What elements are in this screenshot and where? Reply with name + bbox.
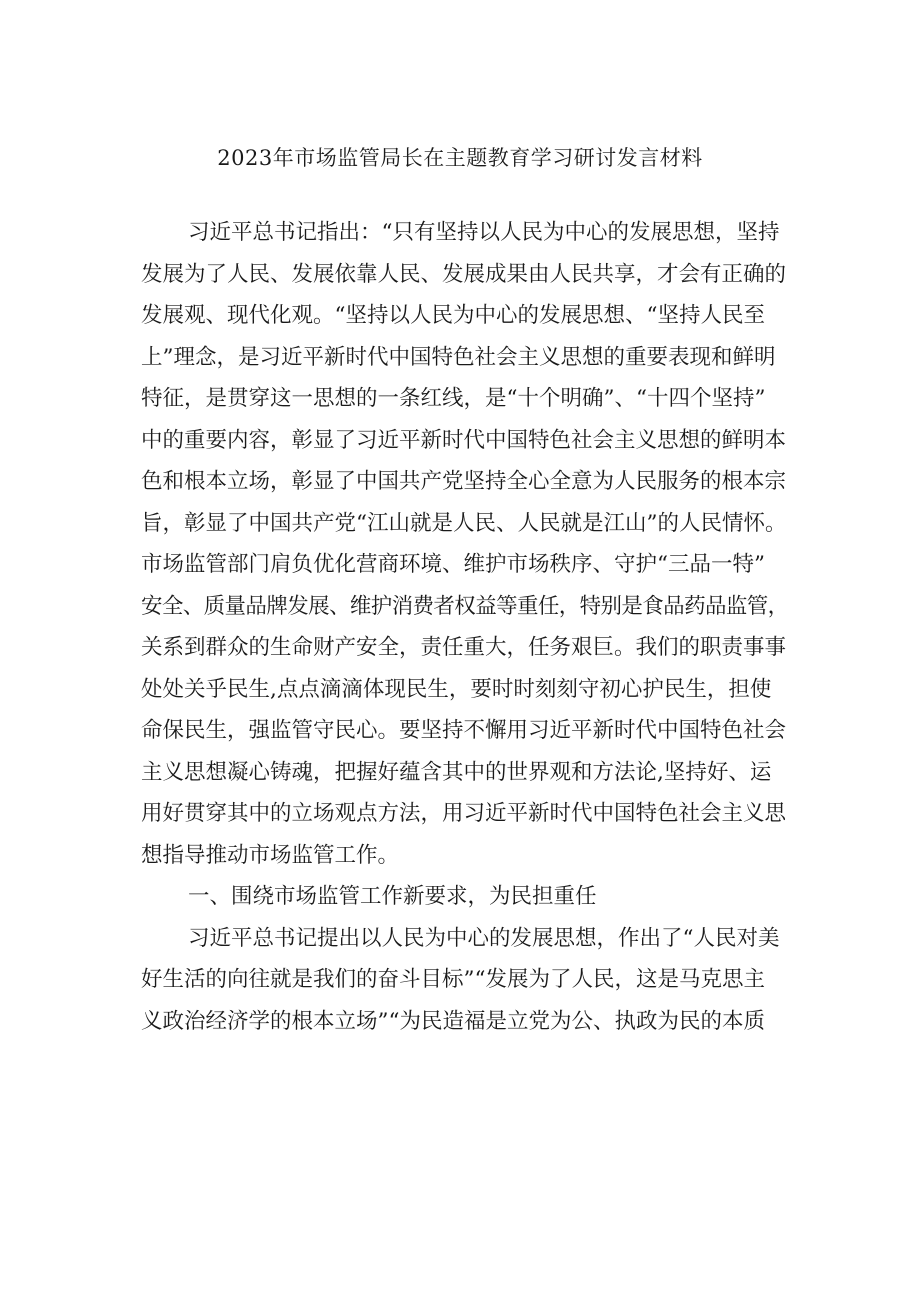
text-line: 处处关乎民生,点点滴滴体现民生，要时时刻刻守初心护民生，担使 xyxy=(141,676,772,702)
text-line: 色和根本立场，彰显了中国共产党坚持全心全意为人民服务的根本宗 xyxy=(141,469,787,494)
text-line: 中的重要内容，彰显了习近平新时代中国特色社会主义思想的鲜明本 xyxy=(141,427,787,453)
text-line: 用好贯穿其中的立场观点方法，用习近平新时代中国特色社会主义思 xyxy=(141,801,787,826)
text-line: 习近平总书记提出以人民为中心的发展思想，作出了“人民对美 xyxy=(188,925,780,951)
text-line: 好生活的向往就是我们的奋斗目标”“发展为了人民，这是马克思主 xyxy=(141,967,765,992)
text-line: 命保民生，强监管守民心。要坚持不懈用习近平新时代中国特色社会 xyxy=(141,718,787,743)
text-line: 发展观、现代化观。“坚持以人民为中心的发展思想、“坚持人民至 xyxy=(141,303,765,328)
text-line: 市场监管部门肩负优化营商环境、维护市场秩序、守护“三品一特” xyxy=(141,552,765,577)
text-line: 上”理念，是习近平新时代中国特色社会主义思想的重要表现和鲜明 xyxy=(141,344,776,370)
text-line: 关系到群众的生命财产安全，责任重大，任务艰巨。我们的职责事事 xyxy=(141,635,787,660)
text-line: 安全、质量品牌发展、维护消费者权益等重任，特别是食品药品监管， xyxy=(141,593,789,619)
text-line: 义政治经济学的根本立场”“为民造福是立党为公、执政为民的本质 xyxy=(141,1008,765,1034)
text-line: 一、围绕市场监管工作新要求，为民担重任 xyxy=(188,884,597,909)
text-line: 发展为了人民、发展依靠人民、发展成果由人民共享，才会有正确的 xyxy=(141,261,787,287)
text-line: 特征，是贯穿这一思想的一条红线，是“十个明确”、“十四个坚持” xyxy=(141,386,766,411)
text-line: 旨，彰显了中国共产党“江山就是人民、人民就是江山”的人民情怀。 xyxy=(141,510,787,536)
text-line: 想指导推动市场监管工作。 xyxy=(141,842,400,868)
text-line: 习近平总书记指出：“只有坚持以人民为中心的发展思想，坚持 xyxy=(188,220,780,245)
text-line: 主义思想凝心铸魂，把握好蕴含其中的世界观和方法论,坚持好、运 xyxy=(141,759,772,785)
document-title: 2023年市场监管局长在主题教育学习研讨发言材料 xyxy=(217,146,703,170)
document-body xyxy=(141,212,789,1042)
